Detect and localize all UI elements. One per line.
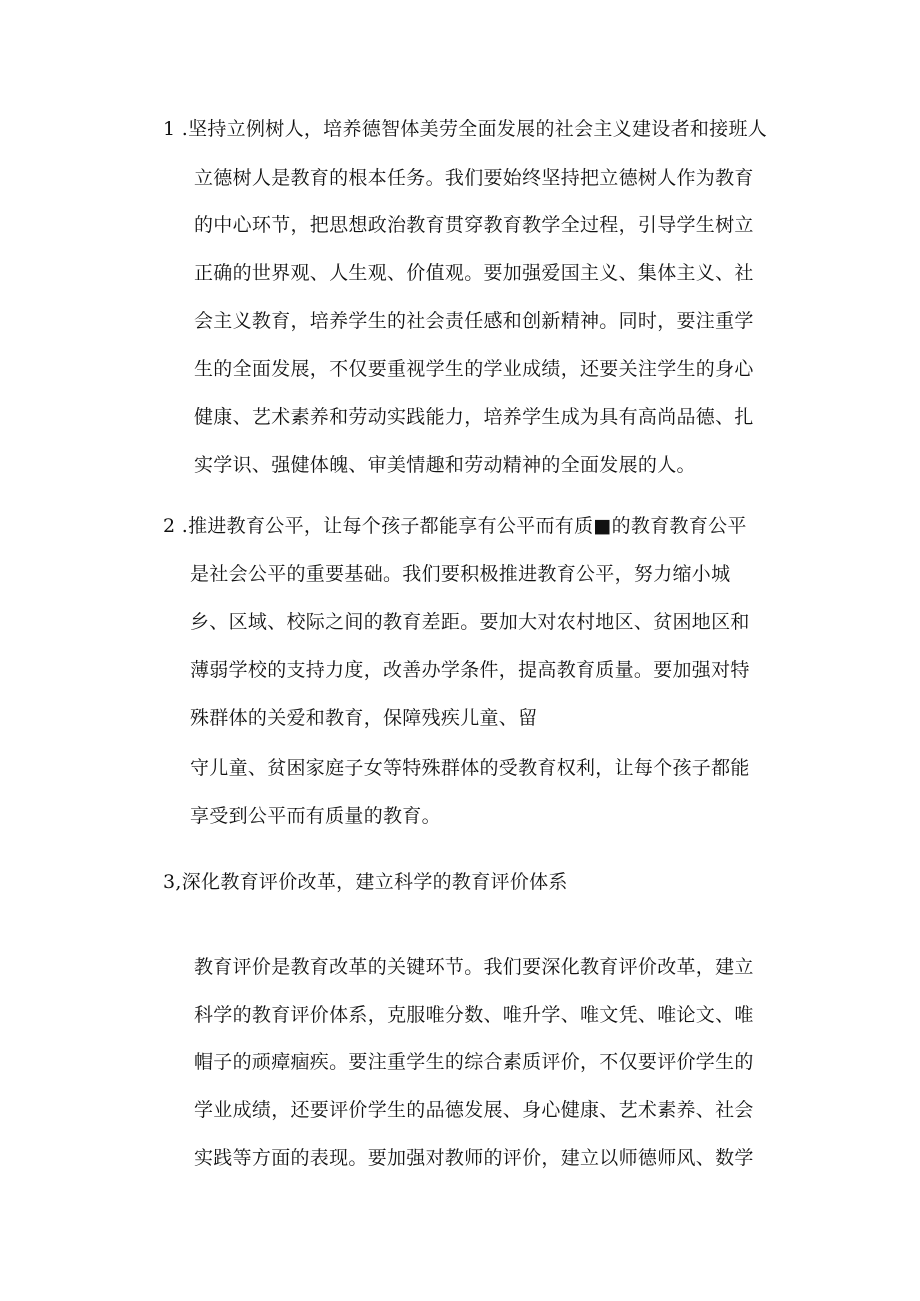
paragraph-line: 薄弱学校的支持力度，改善办学条件，提高教育质量。要加强对特 — [190, 659, 750, 681]
paragraph-line: 实学识、强健体魄、审美情趣和劳动精神的全面发展的人。 — [194, 454, 696, 476]
paragraph-line: 享受到公平而有质量的教育。 — [190, 805, 441, 827]
paragraph-line: 健康、艺术素养和劳动实践能力，培养学生成为具有高尚品德、扎 — [194, 406, 754, 428]
section-3-heading: 3,深化教育评价改革，建立科学的教育评价体系 — [163, 871, 568, 893]
paragraph-line: 科学的教育评价体系，克服唯分数、唯升学、唯文凭、唯论文、唯 — [194, 1004, 754, 1026]
paragraph-line: 乡、区域、校际之间的教育差距。要加大对农村地区、贫困地区和 — [190, 611, 750, 633]
section-2-heading: 2 .推进教育公平，让每个孩子都能享有公平而有质■的教育教育公平 — [163, 515, 747, 537]
paragraph-line: 是社会公平的重要基础。我们要积极推进教育公平，努力缩小城 — [190, 563, 731, 585]
paragraph-line: 生的全面发展，不仅要重视学生的学业成绩，还要关注学生的身心 — [194, 358, 754, 380]
paragraph-line: 实践等方面的表现。要加强对教师的评价，建立以师德师风、数学 — [194, 1147, 754, 1169]
paragraph-line: 学业成绩，还要评价学生的品德发展、身心健康、艺术素养、社会 — [194, 1099, 754, 1121]
paragraph-line: 正确的世界观、人生观、价值观。要加强爱国主义、集体主义、社 — [194, 262, 754, 284]
paragraph-line: 立德树人是教育的根本任务。我们要始终坚持把立德树人作为教育 — [194, 167, 754, 189]
paragraph-line: 会主义教育，培养学生的社会责任感和创新精神。同时，要注重学 — [194, 310, 754, 332]
paragraph-line: 的中心环节，把思想政治教育贯穿教育教学全过程，引导学生树立 — [194, 214, 754, 236]
paragraph-line: 殊群体的关爱和教育，保障残疾儿童、留 — [190, 707, 538, 729]
section-1-heading: 1 .坚持立例树人，培养德智体美劳全面发展的社会主义建设者和接班人 — [163, 118, 768, 140]
paragraph-line: 教育评价是教育改革的关键环节。我们要深化教育评价改革，建立 — [194, 956, 754, 978]
paragraph-line: 守儿童、贫困家庭子女等特殊群体的受教育权利，让每个孩子都能 — [190, 757, 750, 779]
paragraph-line: 帽子的顽瘴痼疾。要注重学生的综合素质评价，不仅要评价学生的 — [194, 1051, 754, 1073]
